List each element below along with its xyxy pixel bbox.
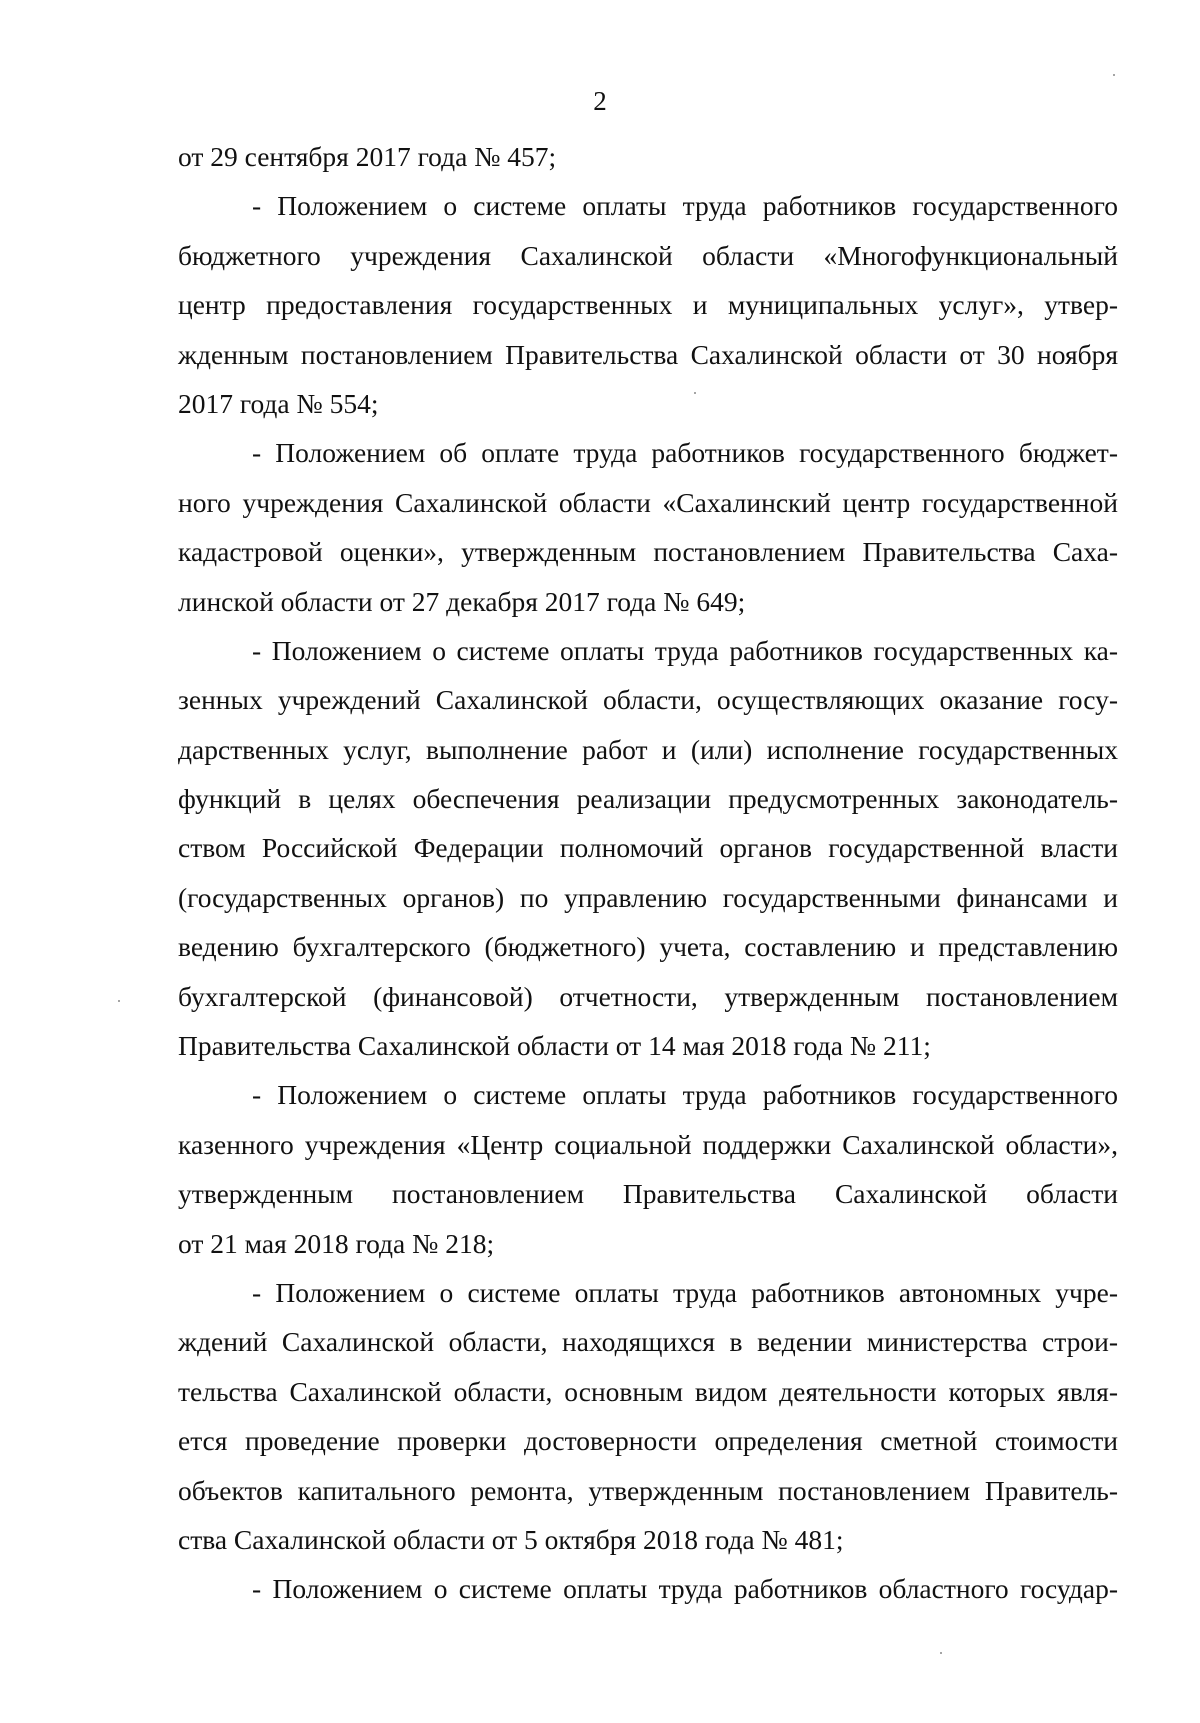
- text-line: тельства Сахалинской области, основным видом деятельности которых явля-: [178, 1375, 1118, 1407]
- text-line: центр предоставления государственных и муниципальных услуг», утвер-: [178, 289, 1118, 321]
- text-line: бюджетного учреждения Сахалинской области «Многофункциональный: [178, 239, 1118, 271]
- page-number: 2: [593, 86, 607, 116]
- text-line: зенных учреждений Сахалинской области, осуществляющих оказание госу-: [178, 684, 1118, 716]
- text-line: - Положением о системе оплаты труда работников областного государ-: [252, 1573, 1118, 1605]
- text-line: линской области от 27 декабря 2017 года № 649;: [178, 585, 746, 617]
- text-line: 2017 года № 554;: [178, 387, 379, 419]
- text-line: объектов капитального ремонта, утвержденным постановлением Правитель-: [178, 1474, 1118, 1506]
- text-line: от 29 сентября 2017 года № 457;: [178, 141, 557, 172]
- text-line: ства Сахалинской области от 5 октября 2018 года № 481;: [178, 1523, 844, 1555]
- text-line: ного учреждения Сахалинской области «Сахалинский центр государственной: [178, 486, 1118, 518]
- text-line: - Положением о системе оплаты труда работников государственных ка-: [252, 634, 1118, 666]
- text-line: дарственных услуг, выполнение работ и (или) исполнение государственных: [178, 733, 1118, 765]
- text-line: - Положением об оплате труда работников государственного бюджет-: [252, 437, 1118, 469]
- text-line: утвержденным постановлением Правительства Сахалинской области: [178, 1178, 1118, 1210]
- text-line: ется проведение проверки достоверности определения сметной стоимости: [178, 1425, 1118, 1457]
- text-line: от 21 мая 2018 года № 218;: [178, 1227, 495, 1259]
- text-line: ведению бухгалтерского (бюджетного) учета, составлению и представлению: [178, 931, 1118, 963]
- scan-speck: [940, 1652, 942, 1654]
- text-line: - Положением о системе оплаты труда работников государственного: [252, 190, 1118, 222]
- text-line: жденным постановлением Правительства Сахалинской области от 30 ноября: [178, 338, 1118, 370]
- scan-speck: [694, 392, 696, 394]
- document-body: [178, 132, 1118, 1614]
- text-line: - Положением о системе оплаты труда работников автономных учре-: [252, 1276, 1118, 1308]
- text-line: бухгалтерской (финансовой) отчетности, утвержденным постановлением: [178, 980, 1118, 1012]
- text-line: кадастровой оценки», утвержденным постановлением Правительства Саха-: [178, 536, 1118, 568]
- scan-speck: [1113, 74, 1115, 76]
- text-line: функций в целях обеспечения реализации предусмотренных законодатель-: [178, 783, 1118, 815]
- text-line: ждений Сахалинской области, находящихся в ведении министерства строи-: [178, 1326, 1118, 1358]
- text-line: ством Российской Федерации полномочий органов государственной власти: [178, 832, 1118, 864]
- scan-speck: [118, 1000, 120, 1002]
- text-line: - Положением о системе оплаты труда работников государственного: [252, 1079, 1118, 1111]
- text-line: (государственных органов) по управлению государственными финансами и: [178, 881, 1118, 913]
- text-line: Правительства Сахалинской области от 14 мая 2018 года № 211;: [178, 1030, 931, 1062]
- text-line: казенного учреждения «Центр социальной поддержки Сахалинской области»,: [178, 1128, 1118, 1160]
